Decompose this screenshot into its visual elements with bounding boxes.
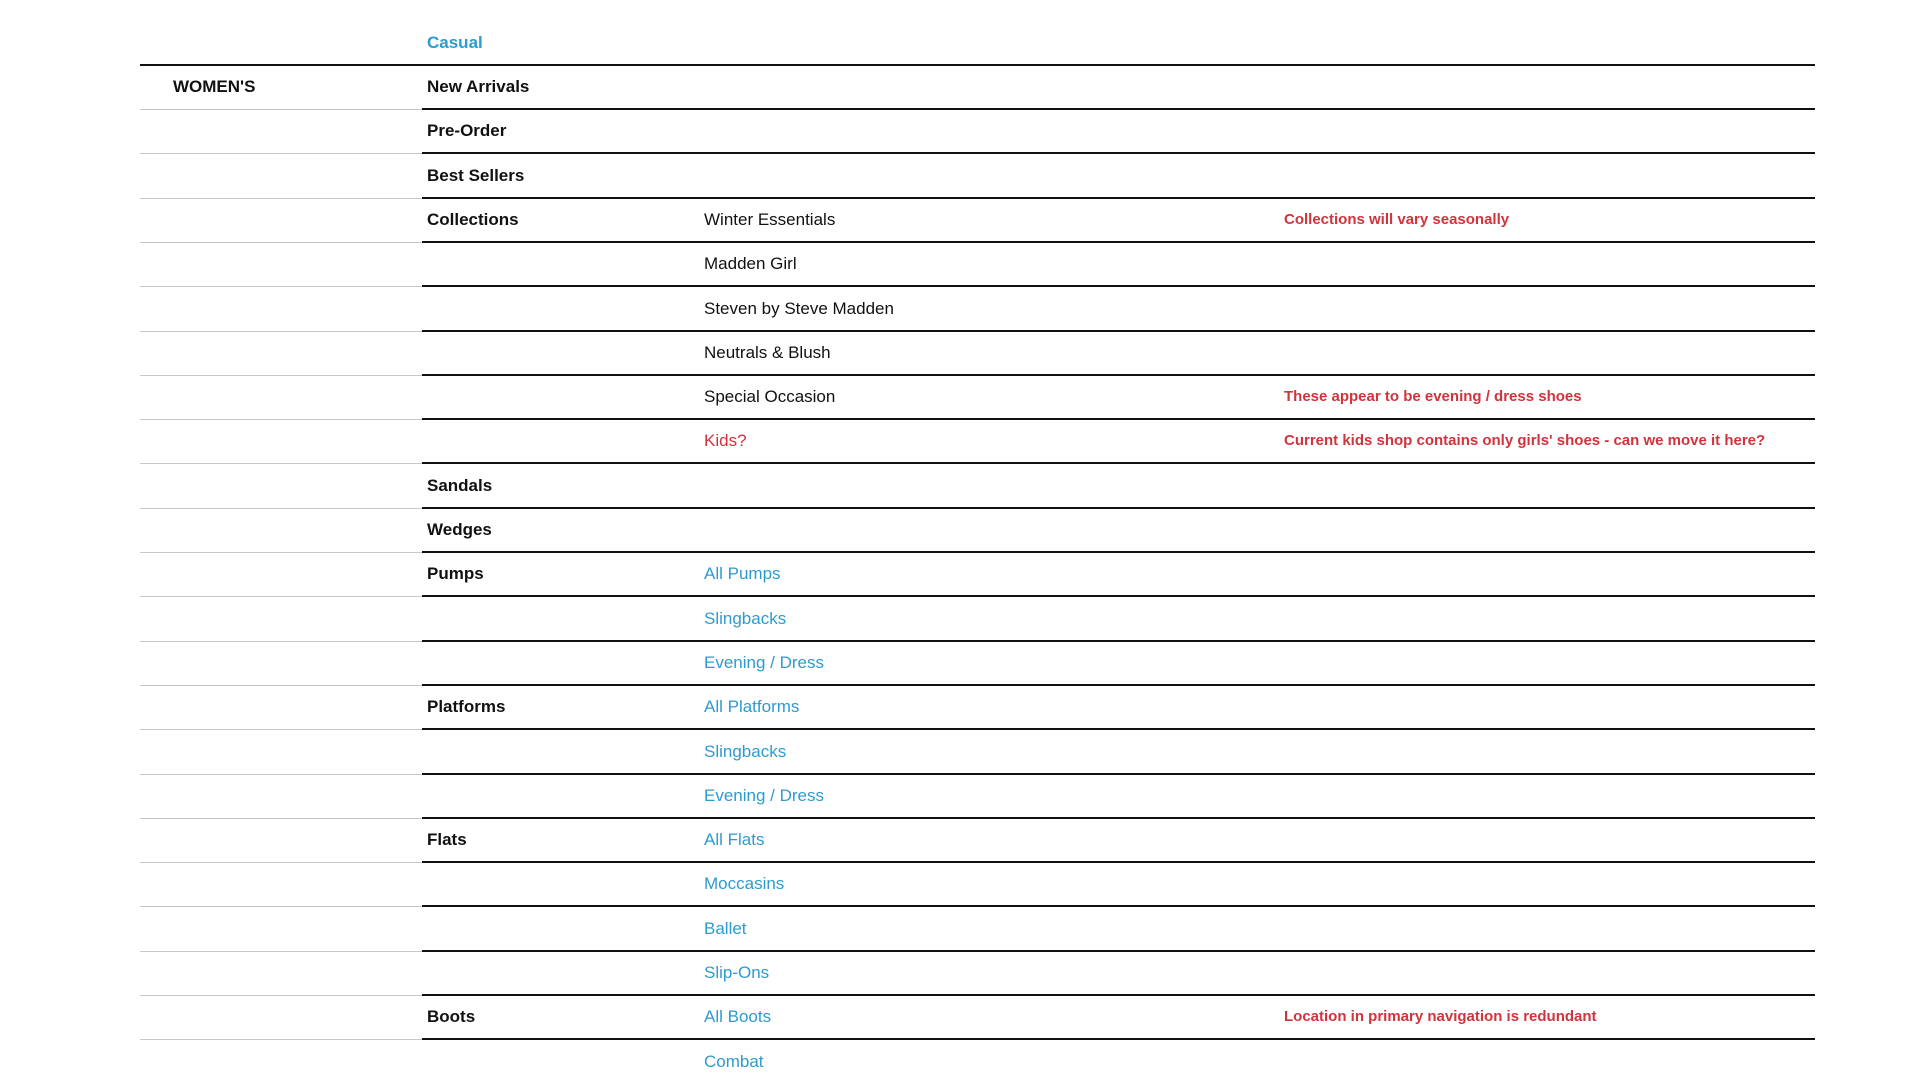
table-row xyxy=(0,198,1920,242)
table-row xyxy=(0,242,1920,286)
category-label: Sandals xyxy=(427,475,493,495)
subcategory-label: Special Occasion xyxy=(704,387,836,407)
review-note: Collections will vary seasonally xyxy=(1284,210,1510,228)
table-row xyxy=(0,597,1920,641)
table-row xyxy=(0,818,1920,862)
subcategory-label[interactable]: Slip-Ons xyxy=(704,963,770,982)
table-row xyxy=(0,109,1920,153)
table-row xyxy=(0,685,1920,729)
subcategory-label: Kids? xyxy=(704,431,747,451)
table-row xyxy=(0,641,1920,685)
category-label: New Arrivals xyxy=(427,77,530,96)
table-row xyxy=(0,774,1920,818)
table-row xyxy=(0,862,1920,906)
subcategory-label[interactable]: Evening / Dress xyxy=(704,652,824,672)
category-label: Pumps xyxy=(427,564,484,584)
table-row xyxy=(0,419,1920,463)
subcategory-label[interactable]: All Boots xyxy=(704,1007,772,1027)
review-note: Location in primary navigation is redundant xyxy=(1284,1008,1597,1026)
table-row xyxy=(0,951,1920,995)
category-label: Best Sellers xyxy=(427,165,525,185)
subcategory-label[interactable]: Moccasins xyxy=(704,874,785,894)
table-row xyxy=(0,154,1920,198)
subcategory-label[interactable]: Combat xyxy=(704,1051,764,1071)
subcategory-label[interactable]: Slingbacks xyxy=(704,741,787,761)
table-row xyxy=(0,1040,1920,1080)
subcategory-label: Madden Girl xyxy=(704,254,797,274)
review-note: Current kids shop contains only girls' shoes - can we move it here? xyxy=(1284,432,1766,450)
subcategory-label[interactable]: Slingbacks xyxy=(704,608,787,628)
subcategory-label: Neutrals & Blush xyxy=(704,342,831,362)
table-row xyxy=(0,907,1920,951)
subcategory-label: Steven by Steve Madden xyxy=(704,298,894,318)
table-row xyxy=(0,331,1920,375)
table-row xyxy=(0,65,1920,109)
table-row xyxy=(0,508,1920,552)
category-label: Wedges xyxy=(427,520,492,539)
category-label: Boots xyxy=(427,1007,476,1027)
table-row-top xyxy=(0,21,1920,65)
table-row xyxy=(0,730,1920,774)
table-row xyxy=(0,552,1920,596)
category-label: Collections xyxy=(427,209,519,229)
category-label: Flats xyxy=(427,830,467,850)
subcategory-casual[interactable]: Casual xyxy=(427,33,483,52)
section-label: WOMEN'S xyxy=(173,77,256,96)
table-row xyxy=(0,464,1920,508)
subcategory-label[interactable]: All Platforms xyxy=(704,697,800,717)
subcategory-label[interactable]: All Pumps xyxy=(704,564,781,584)
subcategory-label[interactable]: All Flats xyxy=(704,830,765,850)
review-note: These appear to be evening / dress shoes xyxy=(1284,388,1582,406)
subcategory-label: Winter Essentials xyxy=(704,209,836,229)
table-row xyxy=(0,995,1920,1039)
category-label: Pre-Order xyxy=(427,121,507,141)
table-row xyxy=(0,287,1920,331)
subcategory-label[interactable]: Ballet xyxy=(704,918,747,938)
category-label: Platforms xyxy=(427,697,506,717)
table-row xyxy=(0,375,1920,419)
subcategory-label[interactable]: Evening / Dress xyxy=(704,785,824,805)
